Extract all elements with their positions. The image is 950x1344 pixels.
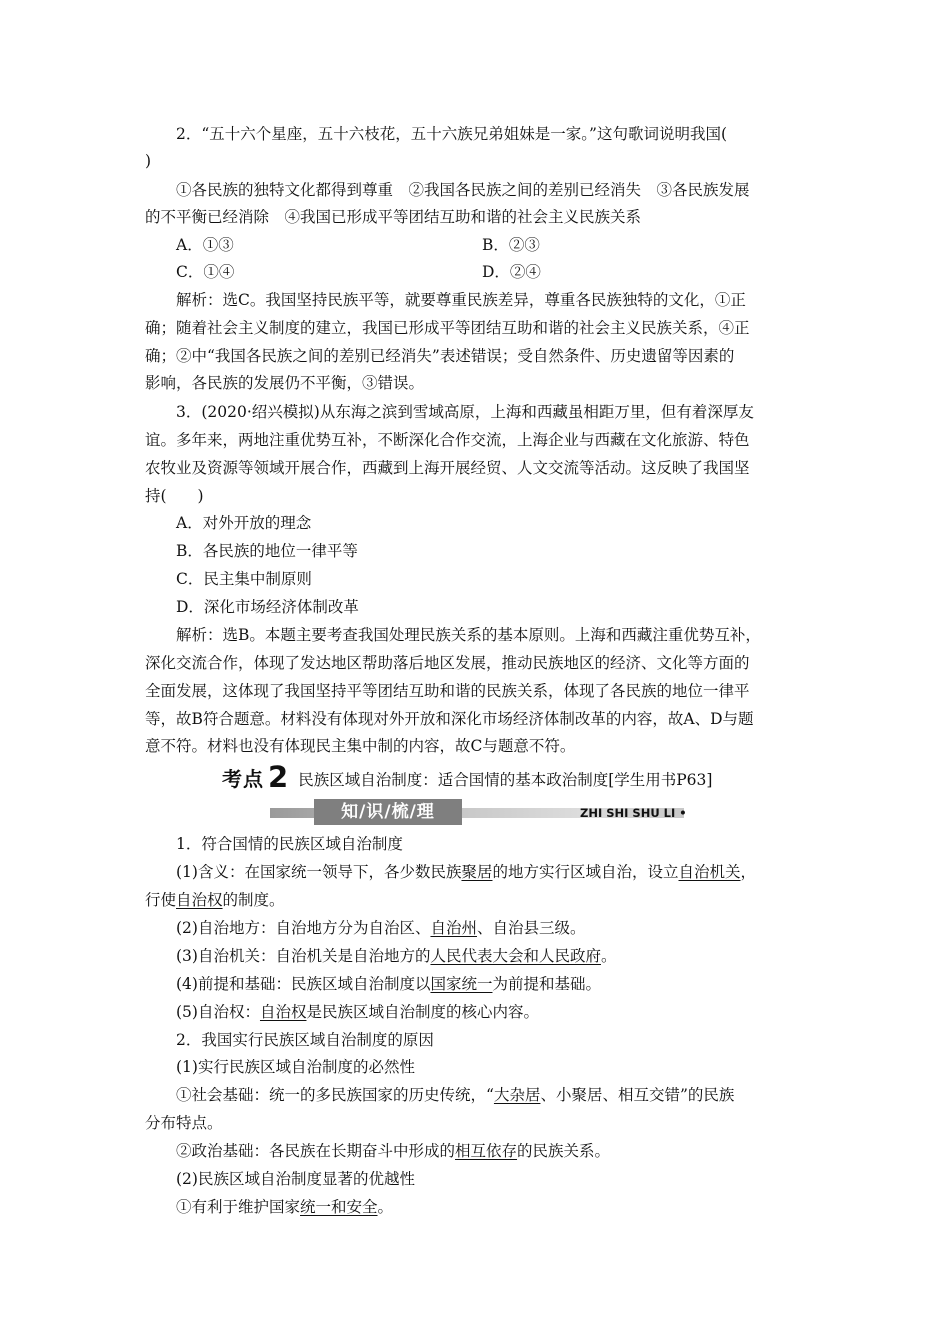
blank-xianghu-yicun: 相互依存 — [455, 1142, 518, 1160]
q2-choice-d: D．②④ — [482, 263, 541, 281]
q2-analysis-line-1: 解析：选C。我国坚持民族平等，就要尊重民族差异，尊重各民族独特的文化，①正 — [176, 291, 746, 309]
banner-label: 知/识/梳/理 — [314, 799, 462, 825]
s2-social-basis-line-2: 分布特点。 — [145, 1114, 223, 1132]
q3-choice-c: C．民主集中制原则 — [176, 570, 312, 588]
q2-analysis-line-2: 确；随着社会主义制度的建立，我国已形成平等团结互助和谐的社会主义民族关系，④正 — [145, 319, 750, 337]
q2-analysis-line-4: 影响，各民族的发展仍不平衡，③错误。 — [145, 374, 425, 392]
blank-dazaju: 大杂居 — [493, 1086, 541, 1104]
blank-zizhizhou: 自治州 — [430, 919, 477, 937]
q3-stem-line-1: 3．(2020·绍兴模拟)从东海之滨到雪域高原，上海和西藏虽相距万里，但有着深厚友 — [176, 403, 754, 421]
blank-zizhiquan: 自治权 — [176, 891, 223, 909]
blank-juju: 聚居 — [461, 863, 493, 881]
q3-stem-line-2: 谊。多年来，两地注重优势互补，不断深化合作交流，上海企业与西藏在文化旅游、特色 — [145, 431, 750, 449]
blank-renda-zhengfu: 人民代表大会和人民政府 — [430, 947, 601, 965]
blank-zizhiquan-2: 自治权 — [259, 1003, 307, 1021]
s1-heading: 1．符合国情的民族区域自治制度 — [176, 835, 403, 853]
q2-choice-c: C．①④ — [176, 263, 235, 281]
q2-options-line-1: ①各民族的独特文化都得到尊重 ②我国各民族之间的差别已经消失 ③各民族发展 — [176, 181, 750, 199]
s2-subheading-1: (1)实行民族区域自治制度的必然性 — [176, 1058, 415, 1076]
s1-definition-line-2: 行使自治权的制度。 — [145, 891, 285, 909]
section-banner — [270, 799, 687, 826]
q3-analysis-line-1: 解析：选B。本题主要考查我国处理民族关系的基本原则。上海和西藏注重优势互补， — [176, 626, 761, 644]
q3-analysis-line-3: 全面发展，这体现了我国坚持平等团结互助和谐的民族关系，体现了各民族的地位一律平 — [145, 682, 750, 700]
q3-stem-line-4: 持( ) — [145, 487, 204, 505]
blank-tongyi-anquan: 统一和安全 — [300, 1198, 378, 1216]
kaodian-number: 2 — [268, 760, 289, 794]
s2-subheading-2: (2)民族区域自治制度显著的优越性 — [176, 1170, 415, 1188]
kaodian-heading — [222, 762, 712, 792]
s1-autonomy-right: (5)自治权：自治权是民族区域自治制度的核心内容。 — [176, 1003, 539, 1021]
q2-analysis-line-3: 确；②中“我国各民族之间的差别已经消失”表述错误；受自然条件、历史遗留等因素的 — [145, 347, 735, 365]
q2-stem-line-1: 2．“五十六个星座，五十六枝花，五十六族兄弟姐妹是一家。”这句歌词说明我国( — [176, 125, 728, 143]
s2-political-basis: ②政治基础：各民族在长期奋斗中形成的相互依存的民族关系。 — [176, 1142, 611, 1160]
q3-choice-d: D．深化市场经济体制改革 — [176, 598, 359, 616]
q2-choice-b: B．②③ — [482, 236, 540, 254]
s2-heading: 2．我国实行民族区域自治制度的原因 — [176, 1031, 434, 1049]
q3-analysis-line-5: 意不符。材料也没有体现民主集中制的内容，故C与题意不符。 — [145, 737, 576, 755]
blank-guojia-tongyi: 国家统一 — [430, 975, 493, 993]
q3-stem-line-3: 农牧业及资源等领域开展合作，西藏到上海开展经贸、人文交流等活动。这反映了我国坚 — [145, 459, 750, 477]
s1-autonomous-areas: (2)自治地方：自治地方分为自治区、自治州、自治县三级。 — [176, 919, 586, 937]
s1-premise: (4)前提和基础：民族区域自治制度以国家统一为前提和基础。 — [176, 975, 601, 993]
q3-choice-b: B．各民族的地位一律平等 — [176, 542, 358, 560]
q2-choice-a: A．①③ — [176, 236, 234, 254]
q2-stem-line-2: ) — [145, 152, 152, 170]
q2-options-line-2: 的不平衡已经消除 ④我国已形成平等团结互助和谐的社会主义民族关系 — [145, 208, 642, 226]
banner-pinyin: ZHI SHI SHU LI • — [580, 806, 687, 820]
q3-choice-a: A．对外开放的理念 — [176, 514, 312, 532]
q3-analysis-line-2: 深化交流合作，体现了发达地区帮助落后地区发展，推动民族地区的经济、文化等方面的 — [145, 654, 750, 672]
s1-autonomous-organs: (3)自治机关：自治机关是自治地方的人民代表大会和人民政府。 — [176, 947, 617, 965]
blank-zizhi-jiguan: 自治机关 — [678, 863, 741, 881]
s2-social-basis-line-1: ①社会基础：统一的多民族国家的历史传统，“大杂居、小聚居、相互交错”的民族 — [176, 1086, 735, 1104]
s1-definition-line-1: (1)含义：在国家统一领导下，各少数民族聚居的地方实行区域自治，设立自治机关， — [176, 863, 757, 881]
kaodian-title: 民族区域自治制度：适合国情的基本政治制度[学生用书P63] — [298, 771, 713, 789]
q3-analysis-line-4: 等，故B符合题意。材料没有体现对外开放和深化市场经济体制改革的内容，故A、D与题 — [145, 710, 754, 728]
kaodian-label: 考点 — [222, 767, 264, 791]
s2-advantage-1: ①有利于维护国家统一和安全。 — [176, 1198, 394, 1216]
